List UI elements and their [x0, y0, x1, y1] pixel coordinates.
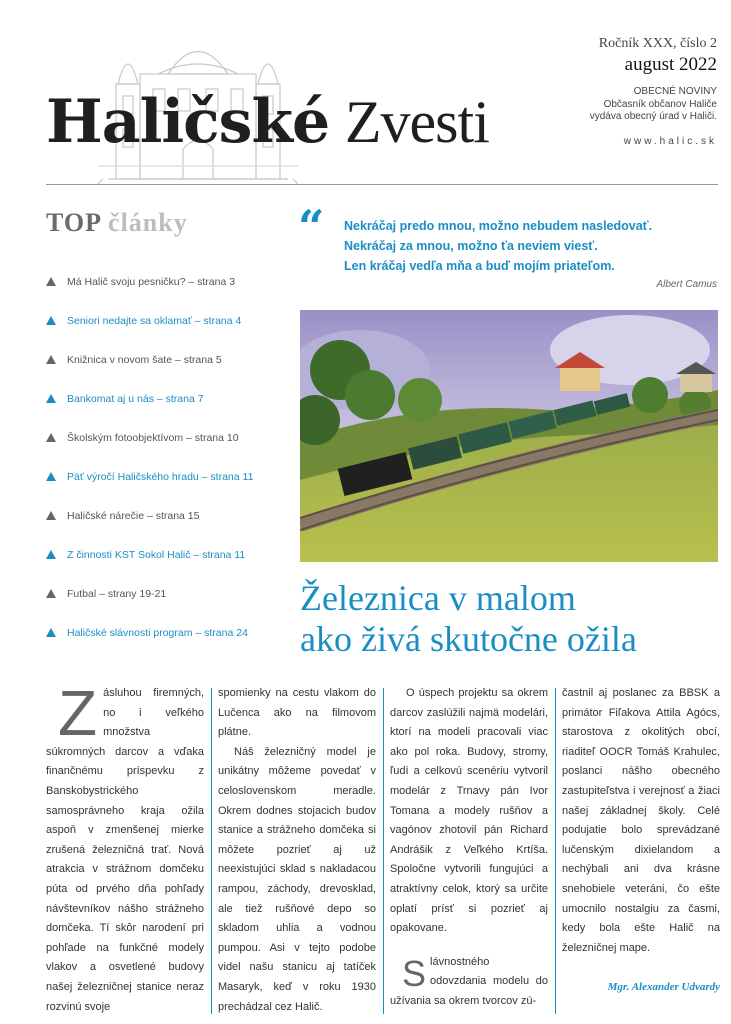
list-item[interactable]: Haličské nárečie – strana 15 — [46, 496, 296, 535]
triangle-bullet-icon — [46, 394, 56, 403]
quote-text: Nekráčaj predo mnou, možno nebudem nasledovať. Nekráčaj za mnou, možno ťa neviem viesť. Len kráčaj vedľa mňa a buď mojím priateľom. — [344, 219, 653, 273]
list-item[interactable]: Z činnosti KST Sokol Halič – strana 11 — [46, 535, 296, 574]
masthead-divider — [46, 184, 718, 185]
article-author: Mgr. Alexander Udvardy — [607, 981, 720, 994]
column-divider — [383, 688, 384, 1014]
newspaper-type: OBECNÉ NOVINY — [633, 86, 717, 97]
masthead-logo — [46, 34, 489, 184]
article-column-1: Z ásluhou firemných, no i veľkého množstva súkromných darcov a vďaka finančnému príspevku z Banskobystrického samosprávneho kraja ožila aspoň v zmenšenej mierke zrušená železničná trať. Nová atrakcia v strážnom domčeku púta od prvého dňa pohľady návštevníkov nášho strážneho domčeka. Tí skôr narodení pri pohľade na funkčné modely vlakov a osvetlené budovy našej železničnej stanice neraz rozvinú svoje — [46, 677, 204, 1013]
title-light: Zvesti — [344, 89, 489, 155]
triangle-bullet-icon — [46, 511, 56, 520]
list-item[interactable]: Futbal – strany 19-21 — [46, 574, 296, 613]
list-item[interactable]: Knižnica v novom šate – strana 5 — [46, 340, 296, 379]
issue-month: august 2022 — [624, 54, 717, 75]
newspaper-title — [46, 87, 489, 157]
article-column-3: O úspech projektu sa okrem darcov zaslúžili najmä modelári, ktorí na modeli pracovali viac ako pol roka. Budovy, stromy, ľudí a celkovú scenériu vytvoril modelár z Trnavy pán Ivor Tomana a modely rušňov a vagónov zhotovil pán Richard Andrášik z Veľkého Krtíša. Spoločne vytvorili fungujúci a atraktívny celok, ktorý sa určite oplatí prísť si pozrieť aj opakovane. S lávnostného odovzdania modelu do užívania sa okrem tvorcov zú- — [390, 687, 548, 1007]
triangle-bullet-icon — [46, 589, 56, 598]
column-divider — [211, 688, 212, 1014]
top-articles-heading: TOP články — [46, 208, 188, 237]
list-item[interactable]: Má Halič svoju pesničku? – strana 3 — [46, 262, 296, 301]
triangle-bullet-icon — [46, 472, 56, 481]
quote-author: Albert Camus — [656, 279, 717, 290]
issue-number: Ročník XXX, číslo 2 — [598, 36, 717, 51]
drop-cap: S — [402, 952, 427, 994]
list-item[interactable]: Haličské slávnosti program – strana 24 — [46, 613, 296, 652]
list-item[interactable]: Školským fotoobjektívom – strana 10 — [46, 418, 296, 457]
title-bold: Haličské — [46, 87, 330, 157]
list-item[interactable]: Seniori nedajte sa oklamať – strana 4 — [46, 301, 296, 340]
newspaper-publisher: vydáva obecný úrad v Haliči. — [589, 111, 717, 122]
drop-cap: Z — [58, 677, 98, 749]
article-headline: Železnica v malom ako živá skutočne ožila — [300, 578, 637, 659]
website-link[interactable]: www.halic.sk — [623, 135, 717, 147]
model-railway-photo — [300, 310, 718, 562]
column-divider — [555, 688, 556, 1014]
article-column-4: častnil aj poslanec za BBSK a primátor Fiľakova Attila Agócs, starostova z okolitých obcí, riaditeľ OOCR Tomáš Krahulec, poslanci nášho obecného zastupiteľstva i verejnosť a žiaci našej základnej školy. Celé podujatie bolo sprevádzané lučenským dixielandom a nechýbali ani dva krásne snehobiele veteráni, čo ešte umocnilo nostalgiu za časmi, kedy bola ešte Halič na železničnej mape. Mgr. Alexander Udvardy — [562, 684, 720, 998]
article-body — [46, 677, 720, 1014]
list-item[interactable]: Bankomat aj u nás – strana 7 — [46, 379, 296, 418]
triangle-bullet-icon — [46, 316, 56, 325]
triangle-bullet-icon — [46, 355, 56, 364]
triangle-bullet-icon — [46, 277, 56, 286]
quote-mark-icon: “ — [298, 200, 325, 254]
article-column-2: spomienky na cestu vlakom do Lučenca ako na filmovom plátne. Náš železničný model je unikátny môžeme povedať v celoslovenskom meradle. Okrem dodnes stojacich budov stanice a strážneho domčeka si môžete pozrieť aj už neexistujúci sklad s nakladacou rampou, záchody, drevosklad, ale tiež rušňové depo so skladom uhlia a vodnou pumpou. Asi v tejto podobe videl našu stanicu aj tatíček Masaryk, keď v roku 1930 prechádzal cez Halič. — [218, 687, 376, 1013]
triangle-bullet-icon — [46, 550, 56, 559]
list-item[interactable]: Päť výročí Haličského hradu – strana 11 — [46, 457, 296, 496]
triangle-bullet-icon — [46, 628, 56, 637]
issue-info — [497, 36, 717, 147]
newspaper-subtitle: Občasník občanov Haliče — [603, 98, 717, 110]
top-articles-list — [46, 262, 296, 652]
triangle-bullet-icon — [46, 433, 56, 442]
